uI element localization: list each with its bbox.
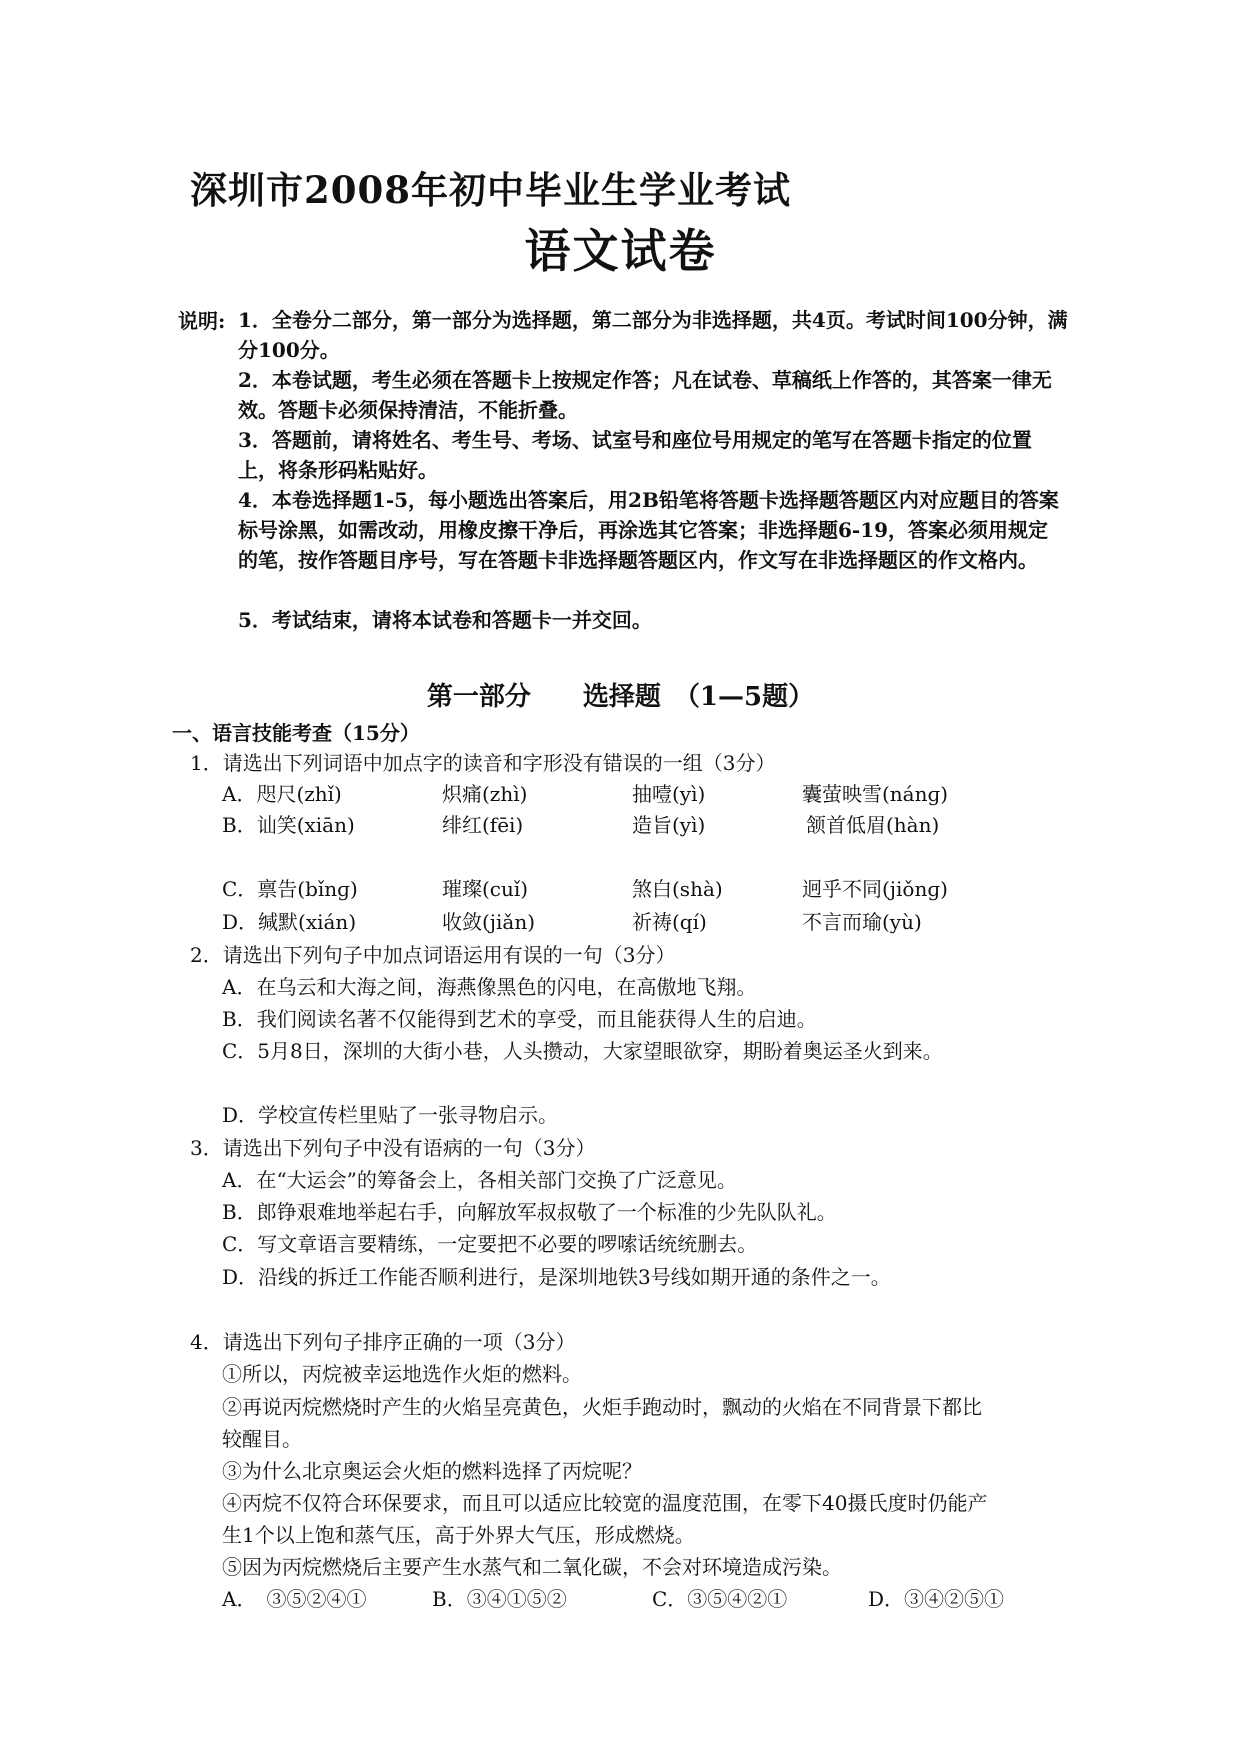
exam-title: 深圳市2008年初中毕业生学业考试	[190, 168, 791, 212]
q4-sentence-1: ①所以，丙烷被幸运地选作火炬的燃料。	[222, 1362, 582, 1386]
q1-option-c-2: 璀璨(cuǐ)	[442, 877, 529, 901]
question-3-stem: 3．请选出下列句子中没有语病的一句（3分）	[190, 1136, 596, 1160]
q4-answer-a: A． ③⑤②④①	[222, 1587, 367, 1611]
q1-option-d-3: 祈祷(qí)	[632, 910, 707, 934]
section-one-heading: 一、语言技能考查（15分）	[172, 721, 420, 745]
question-2-stem: 2．请选出下列句子中加点词语运用有误的一句（3分）	[190, 943, 676, 967]
q1-option-b-3: 造旨(yì)	[632, 813, 706, 837]
q4-sentence-4-cont: 生1个以上饱和蒸气压，高于外界大气压，形成燃烧。	[222, 1523, 695, 1547]
q1-option-c-3: 煞白(shà)	[632, 877, 723, 901]
instruction-item-2: 2．本卷试题，考生必须在答题卡上按规定作答；凡在试卷、草稿纸上作答的，其答案一律无效。答题卡必须保持清洁，不能折叠。	[238, 368, 1052, 422]
question-1-stem: 1．请选出下列词语中加点字的读音和字形没有错误的一组（3分）	[190, 751, 776, 775]
q3-option-d: D．沿线的拆迁工作能否顺利进行，是深圳地铁3号线如期开通的条件之一。	[222, 1265, 891, 1289]
q2-option-b: B．我们阅读名著不仅能得到艺术的享受，而且能获得人生的启迪。	[222, 1007, 817, 1031]
q1-option-a-4: 囊萤映雪(nánɡ)	[802, 782, 949, 806]
q4-sentence-3: ③为什么北京奥运会火炬的燃料选择了丙烷呢？	[222, 1459, 642, 1483]
instructions-label: 说明:	[178, 309, 226, 333]
instruction-item-5: 5．考试结束，请将本试卷和答题卡一并交回。	[238, 608, 652, 632]
q4-answer-c: C．③⑤④②①	[652, 1587, 788, 1611]
instruction-item-4: 4．本卷选择题1-5，每小题选出答案后，用2B铅笔将答题卡选择题答题区内对应题目的答案标号涂黑，如需改动，用橡皮擦干净后，再涂选其它答案；非选择题6-19，答案必须用规定的笔，按作答题目序号，写在答题卡非选择题答题区内，作文写在非选择题区的作文格内。	[238, 488, 1059, 572]
q1-option-b-2: 绯红(fēi)	[442, 813, 524, 837]
instruction-item-3: 3．答题前，请将姓名、考生号、考场、试室号和座位号用规定的笔写在答题卡指定的位置上，将条形码粘贴好。	[238, 428, 1032, 482]
exam-subtitle: 语文试卷	[524, 224, 717, 278]
q1-option-b-4: 颔首低眉(hàn)	[806, 813, 940, 837]
q1-option-c-4: 迥乎不同(jiǒnɡ)	[802, 877, 948, 901]
q1-option-d-2: 收敛(jiǎn)	[442, 910, 536, 934]
q4-answer-d: D．③④②⑤①	[868, 1587, 1005, 1611]
q4-answer-b: B．③④①⑤②	[432, 1587, 567, 1611]
q4-sentence-2: ②再说丙烷燃烧时产生的火焰呈亮黄色，火炬手跑动时，飘动的火焰在不同背景下都比	[222, 1395, 982, 1419]
q2-option-d: D．学校宣传栏里贴了一张寻物启示。	[222, 1103, 559, 1127]
q3-option-a: A．在“大运会”的筹备会上，各相关部门交换了广泛意见。	[222, 1168, 737, 1192]
instruction-item-1: 1．全卷分二部分，第一部分为选择题，第二部分为非选择题，共4页。考试时间100分钟，满分100分。	[238, 308, 1068, 362]
q1-option-d-1: D．缄默(xián)	[222, 910, 357, 934]
q1-option-c-1: C．禀告(bǐnɡ)	[222, 877, 358, 901]
q2-option-a: A．在乌云和大海之间，海燕像黑色的闪电，在高傲地飞翔。	[222, 975, 757, 999]
part-one-heading: 第一部分 选择题 （1—5题）	[426, 682, 815, 712]
q3-option-c: C．写文章语言要精练，一定要把不必要的啰嗦话统统删去。	[222, 1232, 758, 1256]
q3-option-b: B．郎铮艰难地举起右手，向解放军叔叔敬了一个标准的少先队队礼。	[222, 1200, 837, 1224]
q1-option-b-1: B．讪笑(xiān)	[222, 813, 355, 837]
q4-sentence-5: ⑤因为丙烷燃烧后主要产生水蒸气和二氧化碳，不会对环境造成污染。	[222, 1555, 842, 1579]
question-4-stem: 4．请选出下列句子排序正确的一项（3分）	[190, 1330, 576, 1354]
q1-option-d-4: 不言而瑜(yù)	[802, 910, 922, 934]
q4-sentence-4: ④丙烷不仅符合环保要求，而且可以适应比较宽的温度范围，在零下40摄氏度时仍能产	[222, 1491, 988, 1515]
q1-option-a-1: A．咫尺(zhǐ)	[222, 782, 342, 806]
q2-option-c: C．5月8日，深圳的大街小巷，人头攒动，大家望眼欲穿，期盼着奥运圣火到来。	[222, 1039, 943, 1063]
q1-option-a-3: 抽噎(yì)	[632, 782, 706, 806]
q4-sentence-2-cont: 较醒目。	[222, 1427, 302, 1451]
q1-option-a-2: 炽痛(zhì)	[442, 782, 528, 806]
